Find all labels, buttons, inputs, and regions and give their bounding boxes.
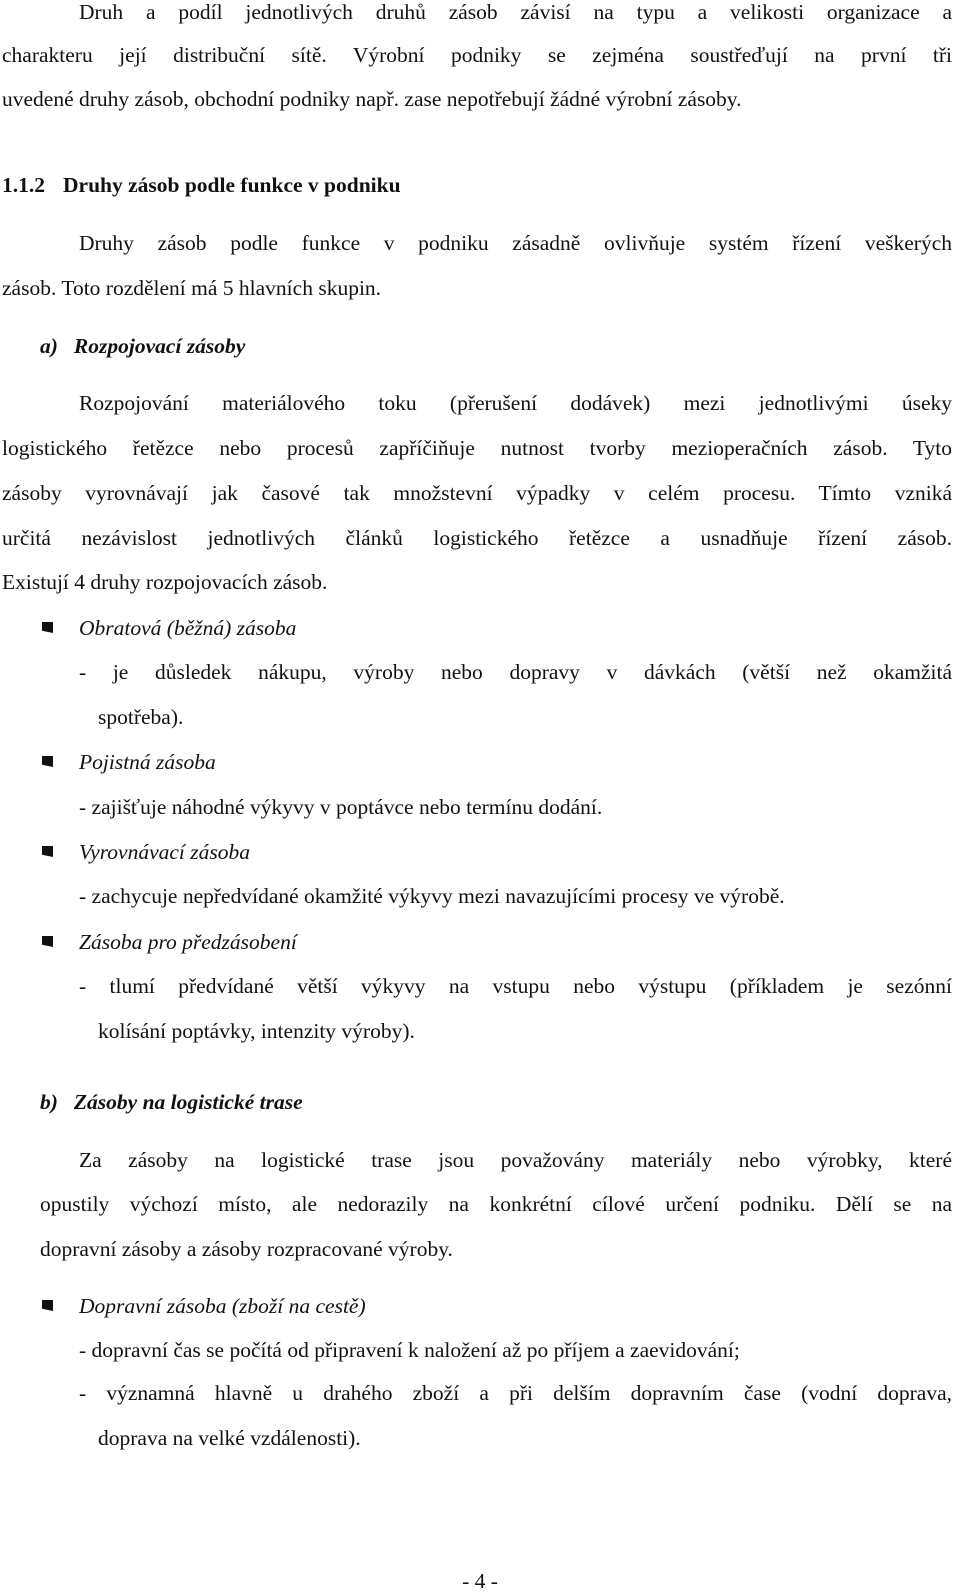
item-a1-title: Obratová (běžná) zásoba <box>79 616 297 640</box>
intro-line-2: charakteru její distribuční sítě. Výrobní podniky se zejména soustřeďují na první tři <box>2 43 952 67</box>
item-a3-line-1: - zachycuje nepředvídané okamžité výkyvy mezi navazujícími procesy ve výrobě. <box>79 884 785 908</box>
item-a4-line-2: kolísání poptávky, intenzity výroby). <box>98 1019 415 1043</box>
item-a1-line-1: - je důsledek nákupu, výroby nebo dopravy v dávkách (větší než okamžitá <box>79 660 952 684</box>
intro-line-1: Druh a podíl jednotlivých druhů zásob závisí na typu a velikosti organizace a <box>79 0 952 24</box>
part-b-title: Zásoby na logistické trase <box>73 1090 303 1114</box>
item-a4-title: Zásoba pro předzásobení <box>79 930 297 954</box>
item-b1-title: Dopravní zásoba (zboží na cestě) <box>79 1294 366 1318</box>
bullet-icon <box>42 756 53 767</box>
section-line-2: zásob. Toto rozdělení má 5 hlavních skupin. <box>2 276 382 300</box>
part-a-title: Rozpojovací zásoby <box>73 334 246 358</box>
part-a-line-4: určitá nezávislost jednotlivých článků logistického řetězce a usnadňuje řízení zásob. <box>2 526 952 550</box>
item-a4-line-1: - tlumí předvídané větší výkyvy na vstupu nebo výstupu (příkladem je sezónní <box>79 974 952 998</box>
section-number: 1.1.2 <box>2 173 45 197</box>
part-a-line-1: Rozpojování materiálového toku (přerušení dodávek) mezi jednotlivými úseky <box>79 391 952 415</box>
item-a2-line-1: - zajišťuje náhodné výkyvy v poptávce nebo termínu dodání. <box>79 795 603 819</box>
item-a3-title: Vyrovnávací zásoba <box>79 840 250 864</box>
section-title: Druhy zásob podle funkce v podniku <box>63 173 401 197</box>
bullet-icon <box>42 622 53 633</box>
part-b-line-2: opustily výchozí místo, ale nedorazily na konkrétní cílové určení podniku. Dělí se na <box>40 1192 952 1216</box>
item-a2-title: Pojistná zásoba <box>79 750 216 774</box>
bullet-icon <box>42 936 53 947</box>
item-b1-line-3: doprava na velké vzdálenosti). <box>98 1426 361 1450</box>
item-b1-line-2: - významná hlavně u drahého zboží a při delším dopravním čase (vodní doprava, <box>79 1381 952 1405</box>
page-number: - 4 - <box>462 1568 498 1593</box>
part-a-label: a) <box>40 334 58 358</box>
part-b-heading <box>40 1088 303 1116</box>
part-a-line-2: logistického řetězce nebo procesů zapříčiňuje nutnost tvorby mezioperačních zásob. Tyto <box>2 436 952 460</box>
part-b-label: b) <box>40 1090 58 1114</box>
part-a-heading <box>40 332 245 360</box>
section-line-1: Druhy zásob podle funkce v podniku zásadně ovlivňuje systém řízení veškerých <box>79 231 952 255</box>
section-heading <box>2 171 401 199</box>
bullet-icon <box>42 846 53 857</box>
part-b-line-1: Za zásoby na logistické trase jsou považovány materiály nebo výrobky, které <box>79 1148 952 1172</box>
bullet-icon <box>42 1300 53 1311</box>
item-a1-line-2: spotřeba). <box>98 705 184 729</box>
intro-line-3: uvedené druhy zásob, obchodní podniky např. zase nepotřebují žádné výrobní zásoby. <box>2 87 742 111</box>
part-a-line-3: zásoby vyrovnávají jak časové tak množstevní výpadky v celém procesu. Tímto vzniká <box>2 481 952 505</box>
part-b-line-3: dopravní zásoby a zásoby rozpracované výroby. <box>40 1237 453 1261</box>
part-a-line-5: Existují 4 druhy rozpojovacích zásob. <box>2 570 328 594</box>
item-b1-line-1: - dopravní čas se počítá od připravení k naložení až po příjem a zaevidování; <box>79 1338 740 1362</box>
